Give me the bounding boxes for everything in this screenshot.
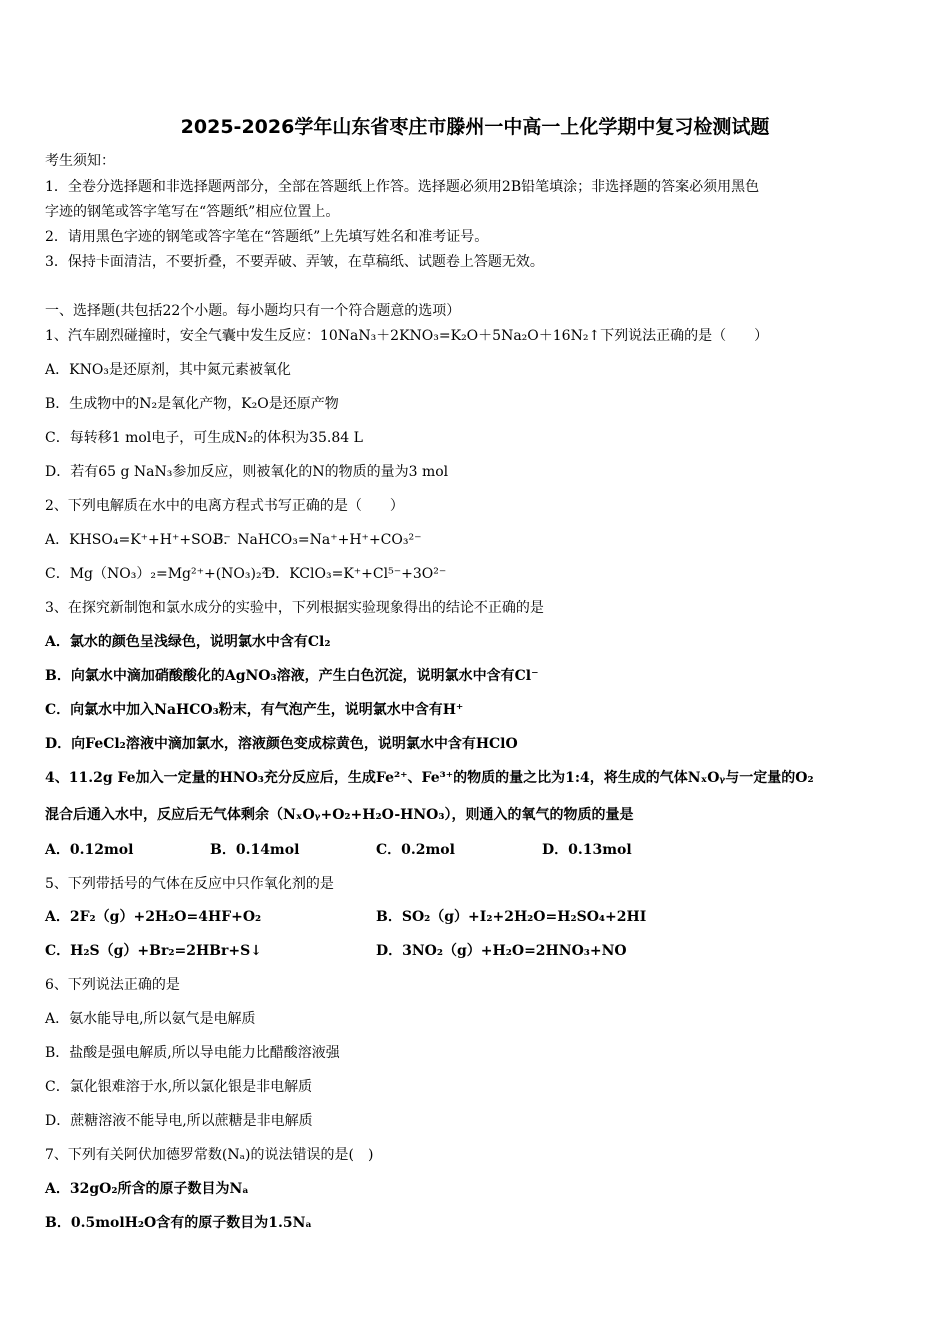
question-5-option-c: C．H₂S（g）+Br₂=2HBr+S↓ — [45, 943, 262, 959]
notice-item-3: 3．保持卡面清洁，不要折叠，不要弄破、弄皱，在草稿纸、试题卷上答题无效。 — [45, 254, 544, 270]
page-title: 2025-2026学年山东省枣庄市滕州一中高一上化学期中复习检测试题 — [180, 116, 770, 138]
question-6-option-b: B．盐酸是强电解质,所以导电能力比醋酸溶液强 — [45, 1045, 340, 1061]
question-5-stem: 5、下列带括号的气体在反应中只作氧化剂的是 — [45, 876, 334, 892]
question-2-stem: 2、下列电解质在水中的电离方程式书写正确的是（ ） — [45, 498, 404, 514]
question-4-option-a: A．0.12mol — [45, 842, 134, 858]
question-2-option-b: B．NaHCO₃=Na⁺+H⁺+CO₃²⁻ — [213, 532, 422, 548]
question-4-option-c: C．0.2mol — [376, 842, 455, 858]
question-1-option-d: D．若有65 g NaN₃参加反应，则被氧化的N的物质的量为3 mol — [45, 464, 449, 480]
question-5-option-a: A．2F₂（g）+2H₂O=4HF+O₂ — [45, 909, 262, 925]
question-6-option-d: D．蔗糖溶液不能导电,所以蔗糖是非电解质 — [45, 1113, 313, 1129]
question-7-option-b: B．0.5molH₂O含有的原子数目为1.5Nₐ — [45, 1215, 312, 1231]
question-5-option-d: D．3NO₂（g）+H₂O=2HNO₃+NO — [376, 943, 627, 959]
notice-item-1b: 字迹的钢笔或答字笔写在“答题纸”相应位置上。 — [45, 204, 340, 220]
question-6-option-a: A．氨水能导电,所以氨气是电解质 — [45, 1011, 256, 1027]
question-7-option-a: A．32gO₂所含的原子数目为Nₐ — [45, 1181, 249, 1197]
question-3-option-d: D．向FeCl₂溶液中滴加氯水，溶液颜色变成棕黄色，说明氯水中含有HClO — [45, 736, 518, 752]
question-4-stem-line1: 4、11.2g Fe加入一定量的HNO₃充分反应后，生成Fe²⁺、Fe³⁺的物质的量之比为1:4，将生成的气体NₓOᵧ与一定量的O₂ — [45, 770, 814, 786]
notice-item-2: 2．请用黑色字迹的钢笔或答字笔在“答题纸”上先填写姓名和准考证号。 — [45, 229, 489, 245]
question-5-option-b: B．SO₂（g）+I₂+2H₂O=H₂SO₄+2HI — [376, 909, 647, 925]
question-1-option-a: A．KNO₃是还原剂，其中氮元素被氧化 — [45, 362, 291, 378]
notice-heading: 考生须知： — [45, 153, 115, 169]
question-6-stem: 6、下列说法正确的是 — [45, 977, 180, 993]
question-2-option-d: D．KClO₃=K⁺+Cl⁵⁻+3O²⁻ — [264, 566, 447, 582]
question-1-option-b: B．生成物中的N₂是氧化产物，K₂O是还原产物 — [45, 396, 339, 412]
question-3-option-b: B．向氯水中滴加硝酸酸化的AgNO₃溶液，产生白色沉淀，说明氯水中含有Cl⁻ — [45, 668, 539, 684]
question-7-stem: 7、下列有关阿伏加德罗常数(Nₐ)的说法错误的是( ) — [45, 1147, 374, 1163]
question-4-stem-line2: 混合后通入水中，反应后无气体剩余（NₓOᵧ+O₂+H₂O-HNO₃），则通入的氧气的物质的量是 — [45, 807, 634, 823]
question-6-option-c: C．氯化银难溶于水,所以氯化银是非电解质 — [45, 1079, 313, 1095]
question-3-option-a: A．氯水的颜色呈浅绿色，说明氯水中含有Cl₂ — [45, 634, 331, 650]
notice-item-1a: 1．全卷分选择题和非选择题两部分，全部在答题纸上作答。选择题必须用2B铅笔填涂；非选择题的答案必须用黑色 — [45, 179, 760, 195]
question-1-option-c: C．每转移1 mol电子，可生成N₂的体积为35.84 L — [45, 430, 363, 446]
section-heading: 一、选择题(共包括22个小题。每小题均只有一个符合题意的选项） — [45, 303, 461, 319]
question-2-option-a: A．KHSO₄=K⁺+H⁺+SO₄²⁻ — [45, 532, 231, 548]
question-1-stem: 1、汽车剧烈碰撞时，安全气囊中发生反应：10NaN₃＋2KNO₃=K₂O＋5Na₂O＋16N₂↑下列说法正确的是（ ） — [45, 328, 769, 344]
question-3-option-c: C．向氯水中加入NaHCO₃粉末，有气泡产生，说明氯水中含有H⁺ — [45, 702, 464, 718]
question-4-option-d: D．0.13mol — [542, 842, 632, 858]
question-4-option-b: B．0.14mol — [210, 842, 300, 858]
question-3-stem: 3、在探究新制饱和氯水成分的实验中，下列根据实验现象得出的结论不正确的是 — [45, 600, 544, 616]
question-2-option-c: C．Mg（NO₃）₂=Mg²⁺+(NO₃)₂²⁻ — [45, 566, 275, 582]
